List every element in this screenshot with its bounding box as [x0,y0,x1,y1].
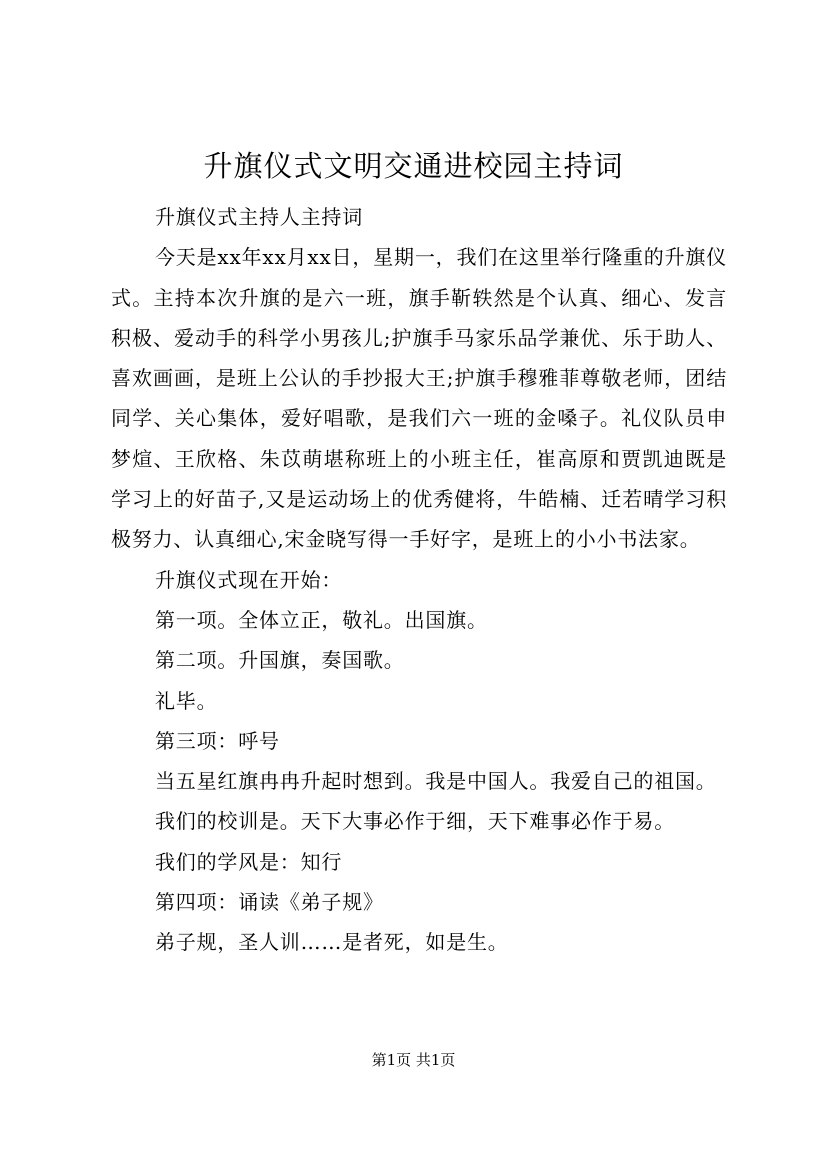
intro-paragraph: 今天是xx年xx月xx日，星期一，我们在这里举行隆重的升旗仪式。主持本次升旗的是六一班，旗手靳轶然是个认真、细心、发言积极、爱动手的科学小男孩儿;护旗手马家乐品学兼优、乐于助人、喜欢画画，是班上公认的手抄报大王;护旗手穆雅菲尊敬老师，团结同学、关心集体，爱好唱歌，是我们六一班的金嗓子。礼仪队员申梦煊、王欣格、朱苡萌堪称班上的小班主任，崔高原和贾凯迪既是学习上的好苗子,又是运动场上的优秀健将，牛皓楠、迁若晴学习积极努力、认真细心,宋金晓写得一手好字，是班上的小小书法家。 [111,245,727,552]
text-line: 第四项：诵读《弟子规》 [155,890,384,915]
text-line: 第二项。升国旗，奏国歌。 [155,648,405,673]
text-line: 第一项。全体立正，敬礼。出国旗。 [155,607,488,632]
subtitle-line: 升旗仪式主持人主持词 [155,205,363,229]
text-line: 礼毕。 [155,688,218,713]
text-line: 第三项：呼号 [155,728,280,753]
text-line: 我们的校训是。天下大事必作于细，天下难事必作于易。 [155,809,675,834]
text-line: 升旗仪式现在开始： [155,567,343,592]
document-title: 升旗仪式文明交通进校园主持词 [203,149,624,183]
text-line: 我们的学风是：知行 [155,849,343,874]
text-line: 弟子规，圣人训……是者死，如是生。 [155,930,509,955]
text-line: 当五星红旗冉冉升起时想到。我是中国人。我爱自己的祖国。 [155,769,717,794]
document-body [111,197,727,963]
page-number-footer: 第1页 共1页 [371,1051,456,1069]
